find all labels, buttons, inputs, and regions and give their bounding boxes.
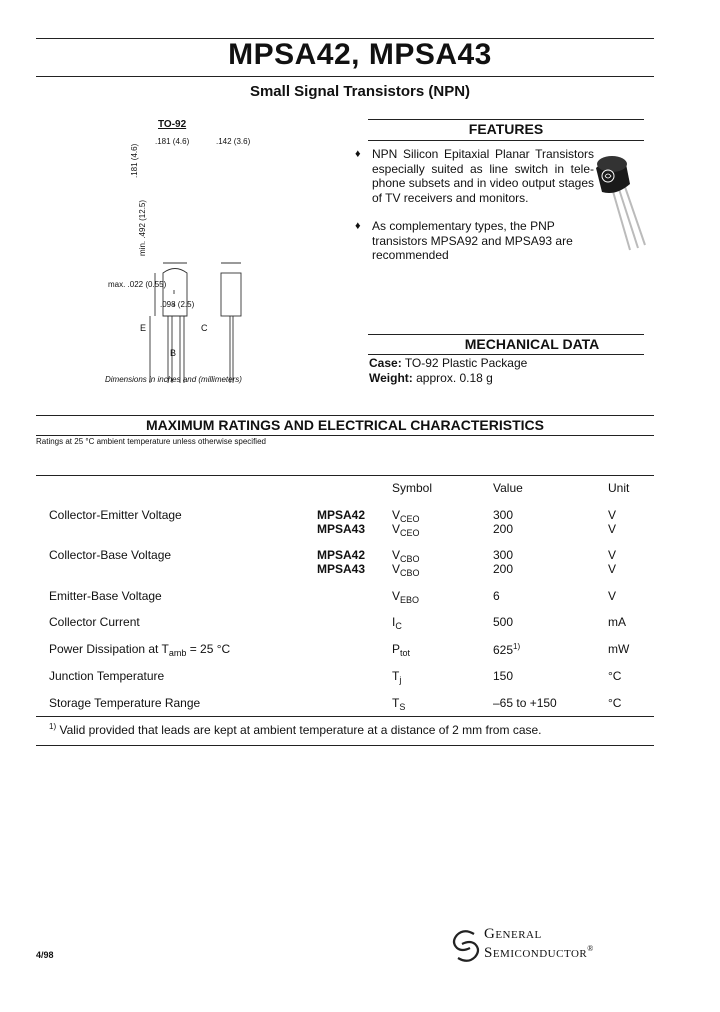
bullet-icon: ♦ xyxy=(355,148,361,160)
symbol-vcbo-2: $V_{CBO}$ xyxy=(392,562,420,578)
symbol-ptot: $P_{tot}$ xyxy=(392,642,411,658)
device-mpsa42: MPSA42 xyxy=(317,548,366,562)
feature-text-2: As complementary types, the PNP transistors MPSA92 and MPSA93 are recommended xyxy=(372,219,573,262)
transistor-image xyxy=(590,150,650,260)
page-title: MPSA42, MPSA43 xyxy=(228,38,492,71)
dim-body-height: .181 (4.6) xyxy=(130,143,139,178)
unit-vceo-2: V xyxy=(608,522,617,536)
unit-ic: mA xyxy=(608,615,626,629)
bullet-icon: ♦ xyxy=(355,220,361,232)
footnote-rule xyxy=(36,716,654,717)
weight-label: Weight: xyxy=(369,371,413,385)
device-mpsa43: MPSA43 xyxy=(317,562,366,576)
dim-body-width: .181 (4.6) xyxy=(155,137,190,146)
features-rule-top xyxy=(368,119,644,120)
value-vcbo-1: 300 xyxy=(493,548,514,562)
ratings-note: Ratings at 25 °C ambient temperature unless otherwise specified xyxy=(36,437,266,446)
features-rule-bottom xyxy=(368,140,644,141)
ratings-rule-top xyxy=(36,415,654,416)
header-value: Value xyxy=(493,481,523,495)
page-subtitle: Small Signal Transistors (NPN) xyxy=(249,83,471,100)
param-collector-base: Collector-Base Voltage xyxy=(49,548,172,562)
pin-b-label: B xyxy=(170,348,177,358)
param-collector-emitter: Collector-Emitter Voltage xyxy=(49,508,182,522)
feature-item-2 xyxy=(355,219,612,263)
registered-mark: ® xyxy=(587,944,594,953)
symbol-vceo-2: $V_{CEO}$ xyxy=(392,522,420,538)
brand-logo xyxy=(448,924,638,968)
unit-vcbo-1: V xyxy=(608,548,617,562)
symbol-ic: $I_C$ xyxy=(392,615,402,631)
dim-body-depth: .142 (3.6) xyxy=(216,137,251,146)
ratings-heading: MAXIMUM RATINGS AND ELECTRICAL CHARACTERISTICS xyxy=(146,417,544,433)
symbol-vceo-1: $V_{CEO}$ xyxy=(392,508,420,524)
value-ptot: 625$^{1)}$ xyxy=(493,642,521,657)
symbol-tj: $T_j$ xyxy=(392,669,402,685)
unit-ts: °C xyxy=(608,696,622,710)
case-value: TO-92 Plastic Package xyxy=(404,356,528,370)
param-junction-temperature: Junction Temperature xyxy=(49,669,165,683)
symbol-vebo: $V_{EBO}$ xyxy=(392,589,420,605)
param-emitter-base: Emitter-Base Voltage xyxy=(49,589,162,603)
value-vcbo-2: 200 xyxy=(493,562,514,576)
param-storage-temperature: Storage Temperature Range xyxy=(49,696,201,710)
param-collector-current: Collector Current xyxy=(49,615,140,629)
mechanical-rule-top xyxy=(368,334,644,335)
mechanical-heading: MECHANICAL DATA xyxy=(464,336,600,352)
mechanical-rule-bottom xyxy=(368,354,644,355)
value-vceo-1: 300 xyxy=(493,508,514,522)
unit-vebo: V xyxy=(608,589,617,603)
value-ic: 500 xyxy=(493,615,514,629)
header-unit: Unit xyxy=(608,481,630,495)
weight-value: approx. 0.18 g xyxy=(416,371,493,385)
package-drawing xyxy=(100,118,300,388)
page-date: 4/98 xyxy=(36,950,54,960)
device-mpsa43: MPSA43 xyxy=(317,522,366,536)
drawing-caption: Dimensions in inches and (millimeters) xyxy=(105,375,242,384)
pin-c-label: C xyxy=(201,323,208,333)
case-label: Case: xyxy=(369,356,402,370)
table-footnote: $^{1)}$ Valid provided that leads are kept at ambient temperature at a distance of 2 mm from case. xyxy=(49,722,542,737)
dim-pitch: .098 (2.5) xyxy=(160,300,195,309)
case-line xyxy=(369,356,527,371)
feature-item-1 xyxy=(355,147,594,205)
unit-tj: °C xyxy=(608,669,622,683)
gs-logo-icon xyxy=(448,926,484,966)
value-ts: –65 to +150 xyxy=(493,696,557,710)
weight-line xyxy=(369,371,493,386)
value-vceo-2: 200 xyxy=(493,522,514,536)
unit-vceo-1: V xyxy=(608,508,617,522)
feature-text-1: NPN Silicon Epitaxial Planar Transistors especially suited as line switch in tele-phone subsets and in video output stages of TV receivers and monitors. xyxy=(372,147,594,205)
symbol-ts: $T_S$ xyxy=(392,696,406,712)
package-label: TO-92 xyxy=(158,119,187,130)
transistor-icon xyxy=(590,150,650,260)
features-heading: FEATURES xyxy=(468,121,544,137)
pin-e-label: E xyxy=(140,323,147,333)
title-rule xyxy=(36,76,654,77)
unit-vcbo-2: V xyxy=(608,562,617,576)
unit-ptot: mW xyxy=(608,642,630,656)
dim-lead-length: min. .492 (12.5) xyxy=(138,199,147,256)
ratings-rule-bottom xyxy=(36,435,654,436)
symbol-vcbo-1: $V_{CBO}$ xyxy=(392,548,420,564)
brand-name-line1: General xyxy=(484,926,542,942)
param-power-dissipation: Power Dissipation at $T_{amb} = 25$ °C xyxy=(49,642,231,658)
value-vebo: 6 xyxy=(493,589,500,603)
header-symbol: Symbol xyxy=(392,481,433,495)
brand-name-line2: Semiconductor® xyxy=(484,944,594,961)
value-tj: 150 xyxy=(493,669,514,683)
device-mpsa42: MPSA42 xyxy=(317,508,366,522)
dim-lead-width: max. .022 (0.55) xyxy=(108,280,167,289)
